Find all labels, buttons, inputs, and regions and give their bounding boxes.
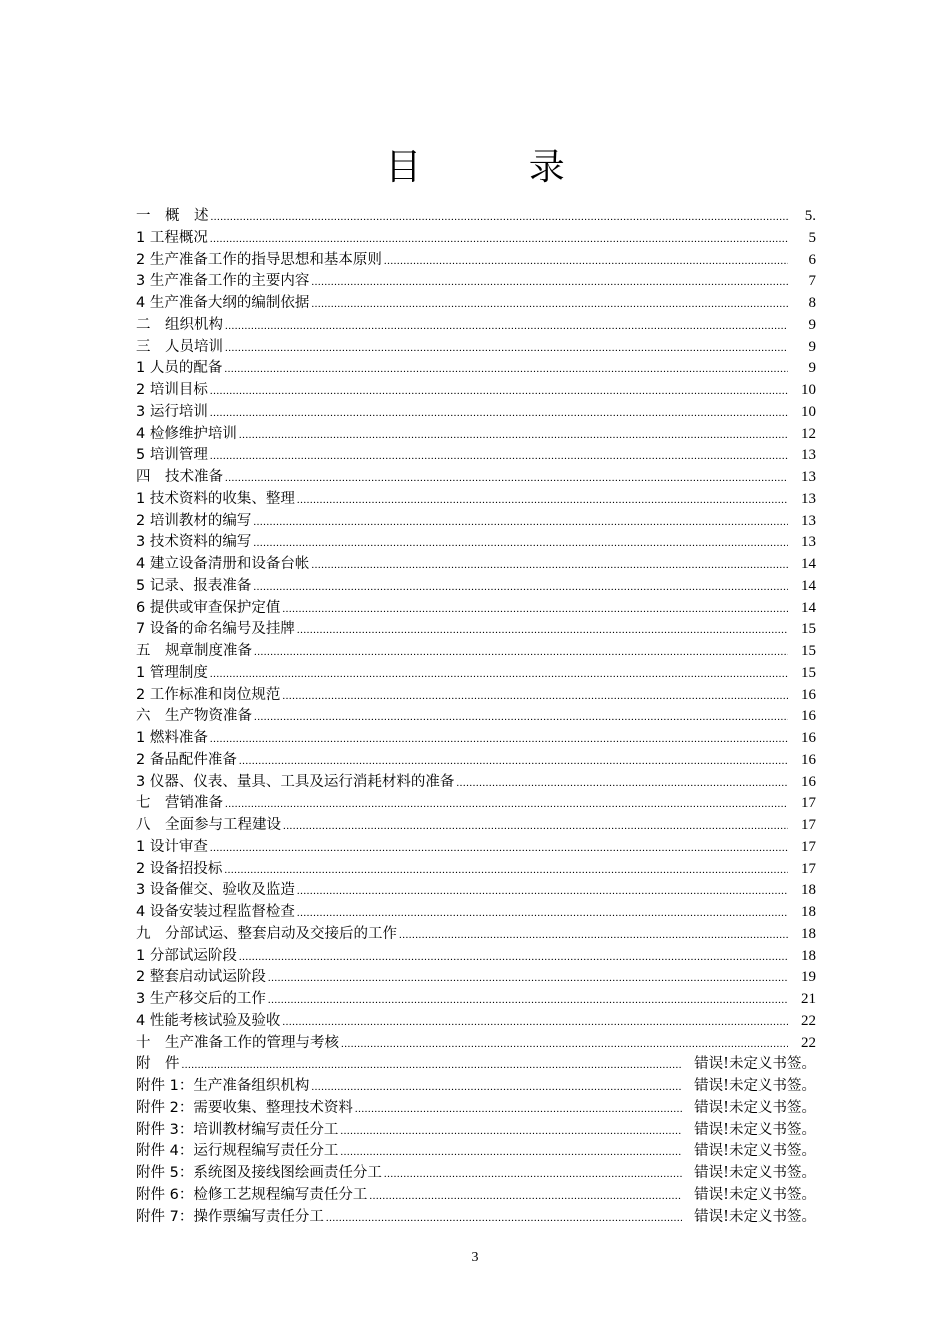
toc-entry-label: 1 燃料准备 (136, 730, 208, 746)
toc-entry-page: 18 (801, 904, 816, 920)
toc-entry[interactable] (136, 902, 816, 924)
toc-entry[interactable] (136, 880, 816, 902)
toc-entry[interactable] (136, 402, 816, 424)
toc-entry-page: 17 (801, 838, 816, 855)
toc-entry-label: 4 建立设备清册和设备台帐 (136, 556, 310, 572)
toc-entry-page: 18 (801, 925, 816, 942)
toc-entry-page: 9 (808, 338, 816, 355)
toc-entry-page: 16 (801, 708, 816, 725)
toc-dot-leader (384, 1164, 682, 1186)
toc-entry[interactable] (136, 1207, 816, 1229)
toc-entry[interactable] (136, 859, 816, 881)
toc-entry-label: 十 生产准备工作的管理与考核 (136, 1034, 339, 1051)
toc-entry-page: 18 (801, 947, 816, 964)
toc-dot-leader (210, 446, 788, 468)
toc-entry-label: 附件 6：检修工艺规程编写责任分工 (136, 1186, 368, 1203)
toc-entry[interactable] (136, 837, 816, 859)
toc-dot-leader (253, 533, 788, 555)
toc-dot-leader (311, 272, 788, 294)
toc-entry[interactable] (136, 815, 816, 837)
toc-entry-label: 附 件 (136, 1056, 180, 1073)
toc-dot-leader (456, 773, 788, 795)
toc-entry-page: 16 (801, 686, 816, 703)
toc-entry-page: 10 (801, 403, 816, 420)
toc-entry[interactable] (136, 793, 816, 815)
toc-entry[interactable] (136, 358, 816, 380)
toc-dot-leader (254, 707, 788, 729)
toc-entry[interactable] (136, 228, 816, 250)
toc-entry-page: 8 (808, 295, 816, 311)
toc-entry-page: 14 (801, 556, 816, 572)
toc-entry[interactable] (136, 641, 816, 663)
toc-entry-page: 17 (801, 817, 816, 833)
toc-entry[interactable] (136, 946, 816, 968)
toc-dot-leader (297, 881, 788, 903)
toc-entry-label: 七 营销准备 (136, 795, 223, 812)
toc-entry-label: 4 生产准备大纲的编制依据 (136, 295, 310, 311)
toc-entry-page: 12 (801, 425, 816, 442)
toc-entry[interactable] (136, 337, 816, 359)
toc-entry-page: 5. (804, 208, 816, 224)
toc-entry-page: 19 (801, 969, 816, 986)
toc-dot-leader (254, 642, 788, 664)
toc-entry-page: 22 (801, 1012, 816, 1029)
toc-entry-page: 7 (808, 273, 816, 290)
toc-entry[interactable] (136, 1163, 816, 1185)
toc-dot-leader (253, 512, 788, 534)
toc-entry-label: 3 技术资料的编写 (136, 534, 252, 551)
toc-dot-leader (225, 316, 788, 338)
toc-entry-label: 3 运行培训 (136, 403, 208, 420)
toc-entry-page: 17 (801, 860, 816, 877)
toc-entry-page: 13 (801, 490, 816, 507)
toc-dot-leader (253, 577, 788, 599)
toc-entry-page: 9 (808, 316, 816, 333)
toc-entry-label: 2 备品配件准备 (136, 751, 237, 768)
toc-entry[interactable] (136, 1011, 816, 1033)
toc-entry[interactable] (136, 750, 816, 772)
toc-dot-leader (182, 1055, 683, 1077)
toc-entry[interactable] (136, 424, 816, 446)
toc-entry-page: 15 (801, 664, 816, 681)
toc-dot-leader (384, 251, 788, 273)
toc-dot-leader (211, 207, 789, 229)
toc-entry-label: 2 工作标准和岗位规范 (136, 686, 281, 703)
toc-dot-leader (239, 751, 788, 773)
toc-entry-page: 5 (808, 229, 816, 246)
toc-entry-label: 3 生产准备工作的主要内容 (136, 273, 310, 290)
toc-entry-label: 2 设备招投标 (136, 860, 223, 877)
toc-entry[interactable] (136, 967, 816, 989)
toc-entry-page: 6 (808, 251, 816, 268)
toc-entry-page: 9 (808, 360, 816, 377)
toc-entry-page: 错误!未定义书签。 (694, 1078, 816, 1094)
toc-entry-label: 5 记录、报表准备 (136, 577, 252, 594)
toc-entry-label: 4 性能考核试验及验收 (136, 1012, 281, 1029)
toc-dot-leader (355, 1099, 682, 1121)
toc-entry-page: 错误!未定义书签。 (694, 1056, 816, 1073)
toc-dot-leader (282, 599, 788, 621)
toc-dot-leader (282, 1012, 788, 1034)
toc-entry-label: 附件 7：操作票编写责任分工 (136, 1208, 324, 1225)
toc-entry-label: 附件 2：需要收集、整理技术资料 (136, 1099, 353, 1116)
toc-entry-page: 14 (801, 599, 816, 616)
toc-dot-leader (311, 1077, 682, 1099)
toc-entry-page: 16 (801, 773, 816, 790)
toc-dot-leader (239, 425, 788, 447)
toc-dot-leader (224, 359, 788, 381)
toc-entry-page: 16 (801, 730, 816, 746)
toc-entry-label: 附件 3：培训教材编写责任分工 (136, 1121, 339, 1138)
toc-entry-label: 六 生产物资准备 (136, 708, 252, 725)
toc-entry-label: 3 设备催交、验收及监造 (136, 882, 295, 899)
toc-entry-label: 4 设备安装过程监督检查 (136, 904, 295, 920)
toc-entry[interactable] (136, 1120, 816, 1142)
toc-entry-page: 16 (801, 751, 816, 768)
toc-entry[interactable] (136, 1141, 816, 1163)
toc-entry[interactable] (136, 576, 816, 598)
toc-entry-label: 5 培训管理 (136, 447, 208, 464)
toc-dot-leader (399, 925, 788, 947)
toc-entry[interactable] (136, 206, 816, 228)
toc-entry-label: 三 人员培训 (136, 338, 223, 355)
toc-entry[interactable] (136, 467, 816, 489)
toc-entry[interactable] (136, 380, 816, 402)
toc-entry-page: 13 (801, 469, 816, 485)
toc-dot-leader (282, 686, 788, 708)
toc-entry[interactable] (136, 1098, 816, 1120)
toc-entry[interactable] (136, 663, 816, 685)
toc-entry-page: 错误!未定义书签。 (694, 1165, 816, 1181)
toc-dot-leader (224, 860, 788, 882)
toc-entry-page: 14 (801, 577, 816, 594)
toc-dot-leader (369, 1186, 682, 1208)
toc-entry-label: 九 分部试运、整套启动及交接后的工作 (136, 925, 397, 942)
toc-entry[interactable] (136, 511, 816, 533)
toc-dot-leader (268, 968, 788, 990)
toc-entry-page: 错误!未定义书签。 (694, 1186, 816, 1203)
toc-entry-label: 附件 1：生产准备组织机构 (136, 1078, 310, 1094)
toc-dot-leader (210, 838, 788, 860)
toc-entry[interactable] (136, 1033, 816, 1055)
toc-entry[interactable] (136, 728, 816, 750)
toc-entry-label: 1 人员的配备 (136, 360, 223, 377)
toc-entry[interactable] (136, 924, 816, 946)
toc-entry-label: 2 培训目标 (136, 382, 208, 398)
toc-entry[interactable] (136, 532, 816, 554)
toc-entry-page: 13 (801, 512, 816, 529)
toc-entry-page: 错误!未定义书签。 (694, 1143, 816, 1160)
toc-dot-leader (297, 903, 788, 925)
toc-entry[interactable] (136, 315, 816, 337)
page-number: 3 (471, 1250, 479, 1265)
toc-dot-leader (210, 381, 788, 403)
toc-dot-leader (268, 990, 788, 1012)
toc-entry-page: 错误!未定义书签。 (694, 1121, 816, 1138)
toc-entry-label: 7 设备的命名编号及挂牌 (136, 621, 295, 638)
toc-entry-page: 17 (801, 795, 816, 812)
toc-entry-label: 一 概 述 (136, 208, 209, 224)
toc-entry-label: 1 工程概况 (136, 229, 208, 246)
toc-dot-leader (210, 403, 788, 425)
toc-entry-label: 2 培训教材的编写 (136, 512, 252, 529)
toc-entry[interactable] (136, 445, 816, 467)
toc-dot-leader (210, 664, 788, 686)
toc-entry-page: 13 (801, 447, 816, 464)
toc-entry[interactable] (136, 598, 816, 620)
toc-entry-page: 22 (801, 1034, 816, 1051)
toc-entry[interactable] (136, 685, 816, 707)
toc-dot-leader (225, 794, 788, 816)
toc-dot-leader (225, 468, 788, 490)
toc-entry[interactable] (136, 250, 816, 272)
toc-entry-page: 错误!未定义书签。 (694, 1208, 816, 1225)
toc-entry[interactable] (136, 706, 816, 728)
toc-dot-leader (297, 490, 788, 512)
toc-dot-leader (341, 1034, 788, 1056)
table-of-contents (136, 206, 816, 1228)
toc-entry-page: 错误!未定义书签。 (694, 1099, 816, 1116)
toc-entry-page: 18 (801, 882, 816, 899)
toc-dot-leader (311, 294, 788, 316)
toc-entry-label: 五 规章制度准备 (136, 643, 252, 659)
toc-dot-leader (297, 620, 788, 642)
toc-entry-label: 6 提供或审查保护定值 (136, 599, 281, 616)
toc-entry[interactable] (136, 1054, 816, 1076)
toc-entry[interactable] (136, 554, 816, 576)
toc-entry-label: 3 仪器、仪表、量具、工具及运行消耗材料的准备 (136, 773, 455, 790)
toc-entry[interactable] (136, 293, 816, 315)
toc-entry-label: 2 整套启动试运阶段 (136, 969, 266, 986)
toc-entry[interactable] (136, 1076, 816, 1098)
toc-entry[interactable] (136, 989, 816, 1011)
toc-dot-leader (225, 338, 788, 360)
toc-entry-page: 21 (801, 991, 816, 1007)
toc-dot-leader (340, 1142, 682, 1164)
toc-entry-label: 1 分部试运阶段 (136, 947, 237, 964)
toc-entry[interactable] (136, 619, 816, 641)
toc-entry-label: 二 组织机构 (136, 316, 223, 333)
toc-dot-leader (239, 947, 788, 969)
toc-entry-label: 附件 5：系统图及接线图绘画责任分工 (136, 1165, 382, 1181)
toc-entry-label: 附件 4：运行规程编写责任分工 (136, 1143, 339, 1160)
toc-entry-label: 2 生产准备工作的指导思想和基本原则 (136, 251, 382, 268)
toc-entry-page: 15 (801, 643, 816, 659)
toc-entry[interactable] (136, 489, 816, 511)
toc-dot-leader (326, 1208, 682, 1230)
toc-entry-page: 10 (801, 382, 816, 398)
toc-entry[interactable] (136, 1185, 816, 1207)
toc-entry-label: 1 技术资料的收集、整理 (136, 490, 295, 507)
toc-dot-leader (283, 816, 788, 838)
toc-entry-label: 八 全面参与工程建设 (136, 817, 281, 833)
toc-dot-leader (311, 555, 788, 577)
toc-entry[interactable] (136, 271, 816, 293)
toc-entry-page: 15 (801, 621, 816, 638)
toc-entry[interactable] (136, 772, 816, 794)
toc-dot-leader (210, 229, 788, 251)
toc-entry-label: 3 生产移交后的工作 (136, 991, 266, 1007)
toc-entry-label: 1 管理制度 (136, 664, 208, 681)
toc-entry-label: 四 技术准备 (136, 469, 223, 485)
page-title: 目 录 (385, 147, 613, 188)
toc-dot-leader (210, 729, 788, 751)
toc-dot-leader (340, 1121, 682, 1143)
toc-entry-page: 13 (801, 534, 816, 551)
toc-entry-label: 4 检修维护培训 (136, 425, 237, 442)
toc-entry-label: 1 设计审查 (136, 838, 208, 855)
